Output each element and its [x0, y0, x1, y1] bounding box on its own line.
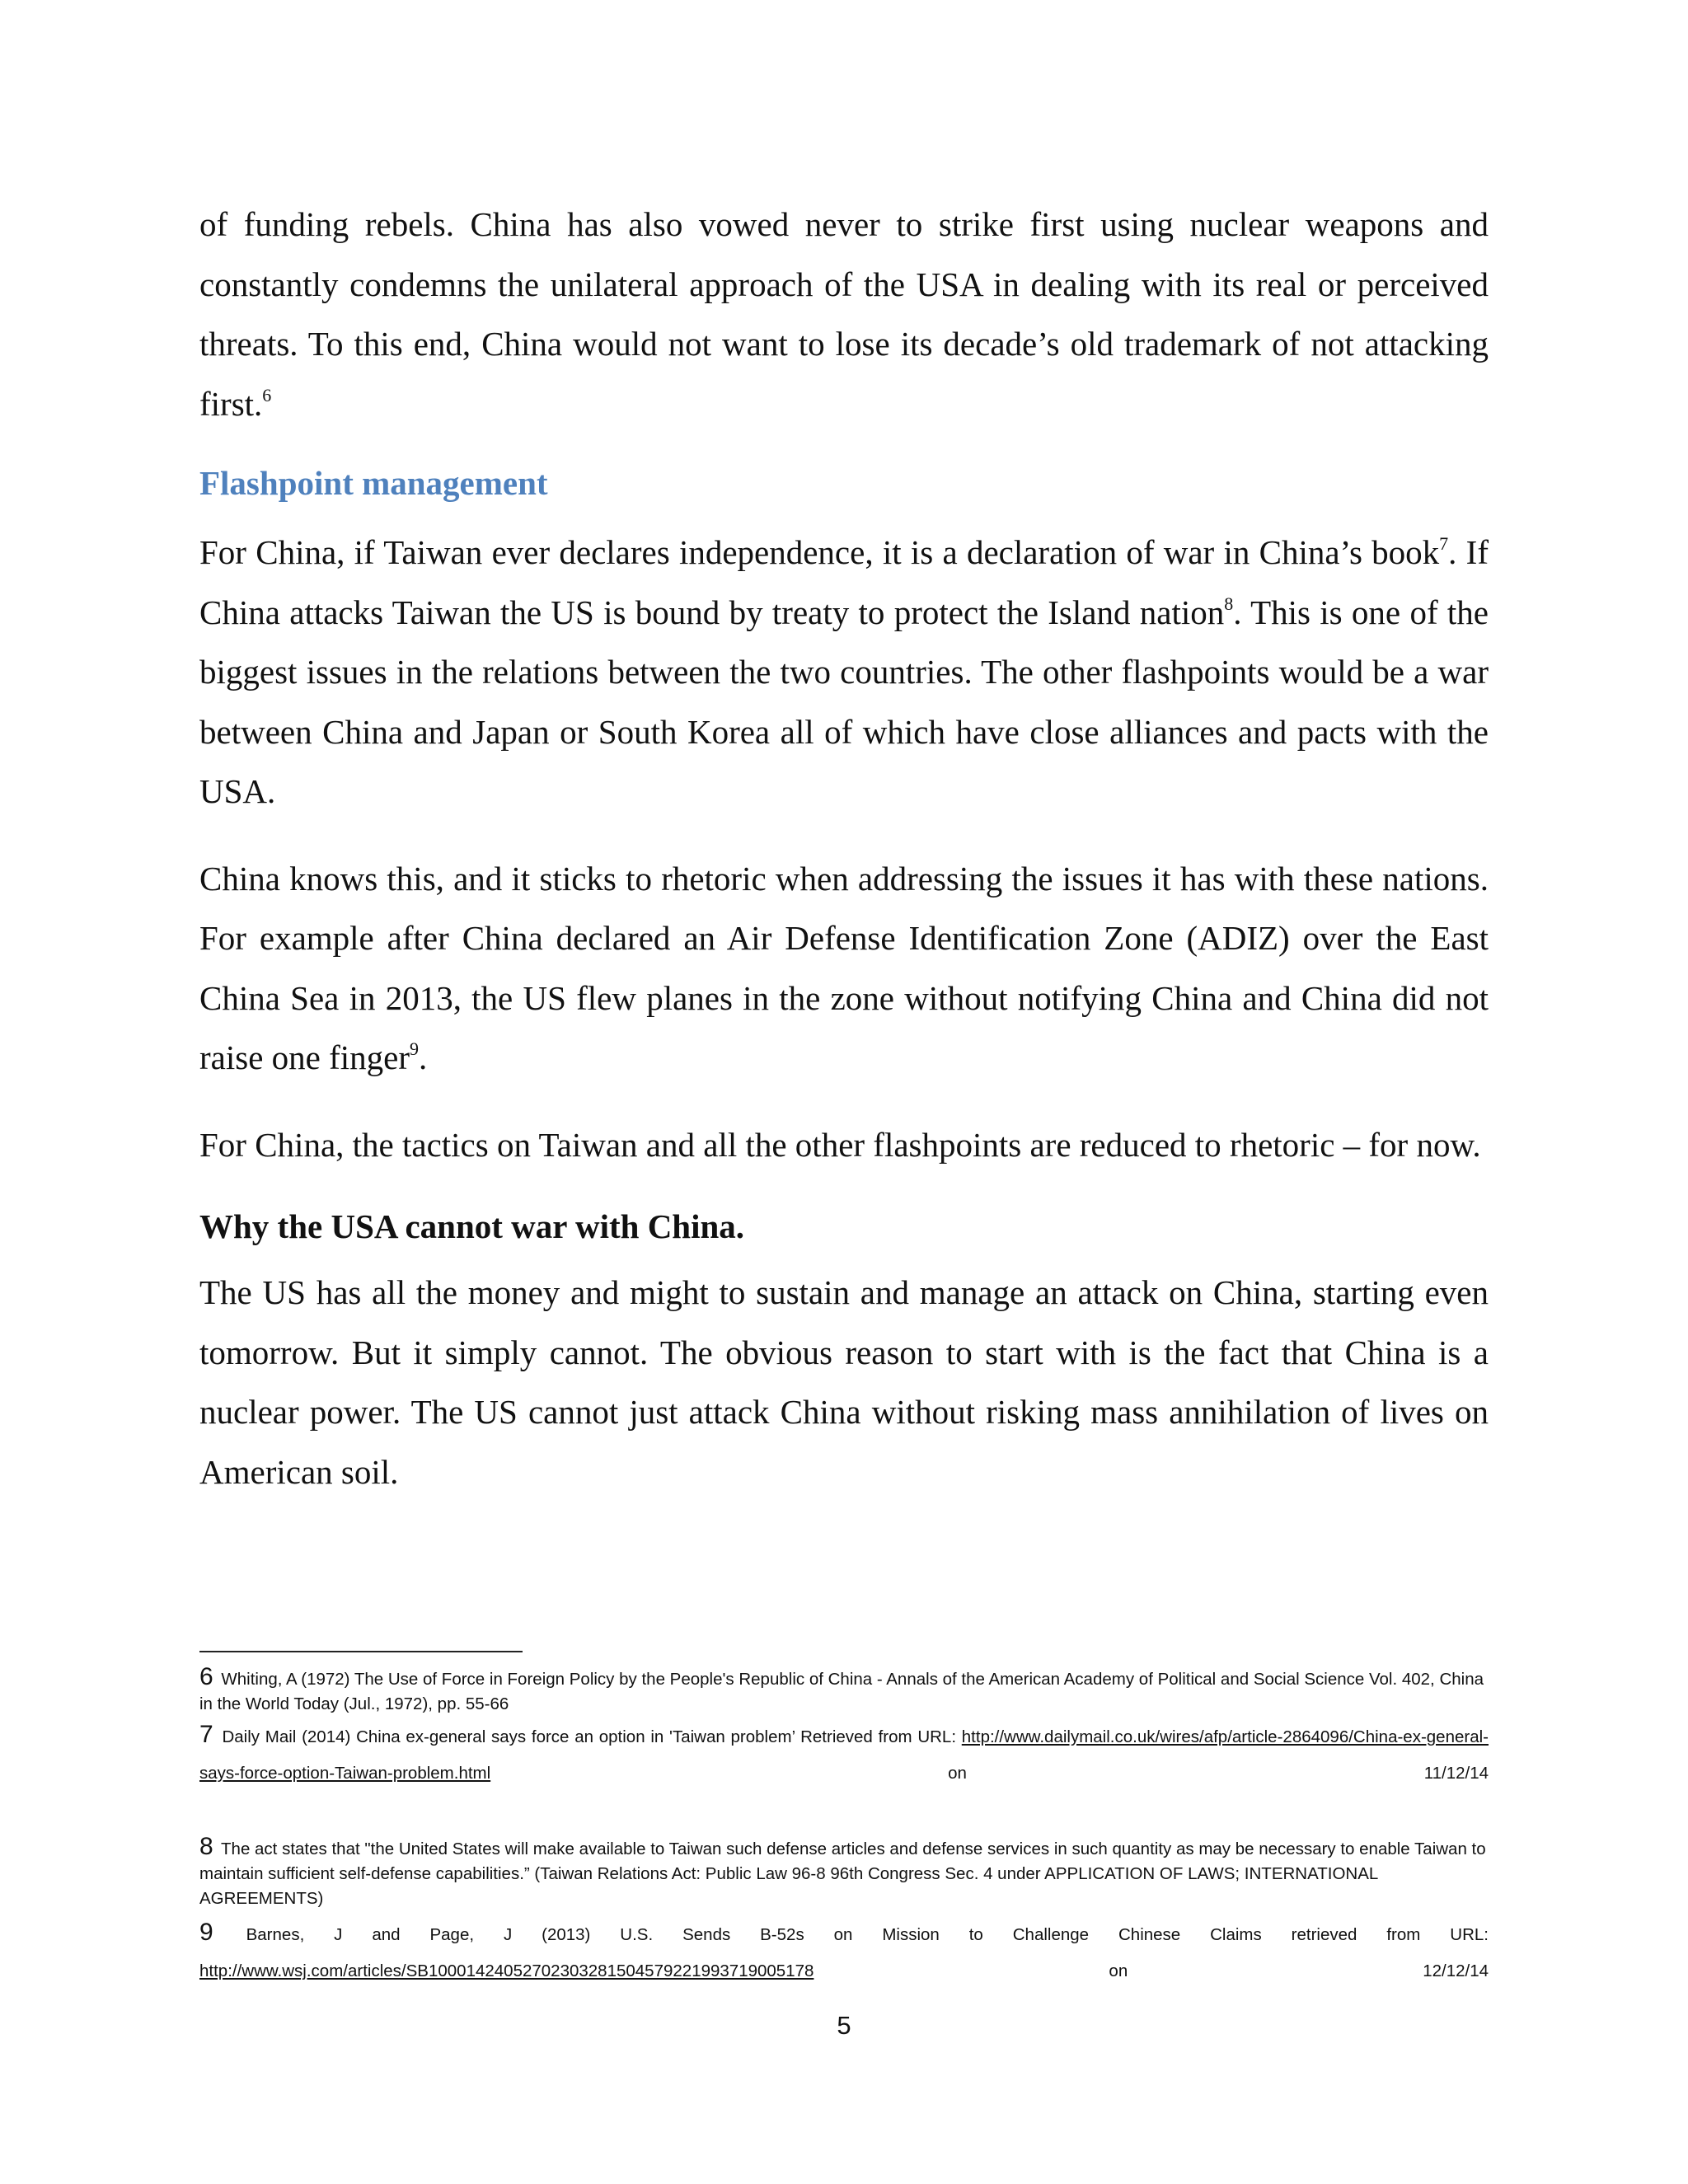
paragraph-text: . This is one of the biggest issues in the relations between the two countries. The other flashpoints would be a war between China and Japan or South Korea all of which have close alliances and pacts with the USA. — [199, 593, 1489, 810]
footnote-9 — [199, 1915, 1489, 1990]
footnote-separator — [199, 1651, 523, 1652]
paragraph-text: of funding rebels. China has also vowed never to strike first using nuclear weapons and constantly condemns the unilateral approach of the USA in dealing with its real or perceived threats. To this end, China would not want to lose its decade’s old trademark of not attacking first. — [199, 205, 1489, 423]
paragraph-text: China knows this, and it sticks to rhetoric when addressing the issues it has with these nations. For example after China declared an Air Defense Identification Zone (ADIZ) over the East China Sea in 2013, the US flew planes in the zone without notifying China and China did not raise one finger — [199, 859, 1489, 1076]
footnote-text: Barnes, J and Page, J (2013) U.S. Sends B-52s on Mission to Challenge Chinese Claims retrieved from URL: — [246, 1925, 1489, 1944]
section-heading-flashpoint: Flashpoint management — [199, 464, 548, 502]
footnote-number: 9 — [199, 1919, 213, 1946]
footnote-ref-7[interactable]: 7 — [1439, 533, 1449, 555]
footnote-number: 8 — [199, 1833, 213, 1860]
footnote-8 — [199, 1835, 1489, 1911]
continuation-paragraph — [199, 194, 1489, 434]
footnote-date: on 11/12/14 — [948, 1764, 1489, 1783]
footnote-text: Whiting, A (1972) The Use of Force in Foreign Policy by the People's Republic of China - Annals of the American Academy of Political and Social Science Vol. 402, China in the World Today (Jul., 1972), pp. 55-66 — [199, 1670, 1484, 1713]
paragraph-nuclear-power: The US has all the money and might to sustain and manage an attack on China, starting even tomorrow. But it simply cannot. The obvious reason to start with is the fact that China is a nuclear power. The US cannot just attack China without risking mass annihilation of lives on American soil. — [199, 1273, 1489, 1491]
footnote-number: 6 — [199, 1663, 213, 1690]
footnote-link[interactable]: http://www.dailymail.co.uk/wires/afp/article-2864096/China-ex-general-says-force-option-Taiwan-problem.html — [199, 1727, 1489, 1783]
page-body — [199, 194, 1489, 1502]
footnote-link[interactable]: http://www.wsj.com/articles/SB10001424052702303281504579221993719005178 — [199, 1961, 814, 1980]
paragraph-text: . If China attacks Taiwan the US is bound by treaty to protect the Island nation — [199, 533, 1489, 631]
paragraph-tactics: For China, the tactics on Taiwan and all the other flashpoints are reduced to rhetoric – for now. — [199, 1125, 1481, 1164]
paragraph-text: For China, if Taiwan ever declares independence, it is a declaration of war in China’s book — [199, 533, 1440, 571]
footnote-6 — [199, 1665, 1489, 1717]
footnote-text: The act states that "the United States will make available to Taiwan such defense articles and defense services in such quantity as may be necessary to enable Taiwan to maintain sufficient self-defense capabilities.” (Taiwan Relations Act: Public Law 96-8 96th Congress Sec. 4 under APPLICATION OF LAWS; INTERNATIONAL AGREEMENTS) — [199, 1840, 1486, 1908]
footnotes — [199, 1665, 1489, 1990]
footnote-7 — [199, 1717, 1489, 1792]
footnote-number: 7 — [199, 1721, 213, 1748]
paragraph-rhetoric — [199, 849, 1489, 1088]
paragraph-taiwan — [199, 523, 1489, 822]
footnote-ref-9[interactable]: 9 — [410, 1038, 419, 1060]
section-heading-why-usa: Why the USA cannot war with China. — [199, 1207, 745, 1245]
footnote-text: Daily Mail (2014) China ex-general says force an option in 'Taiwan problem’ Retrieved from URL: — [222, 1727, 957, 1746]
footnote-ref-6[interactable]: 6 — [262, 384, 272, 405]
footnote-date: on 12/12/14 — [1109, 1961, 1489, 1980]
page-number: 5 — [837, 2011, 851, 2040]
paragraph-text: . — [419, 1038, 428, 1076]
footnote-ref-8[interactable]: 8 — [1224, 593, 1234, 614]
